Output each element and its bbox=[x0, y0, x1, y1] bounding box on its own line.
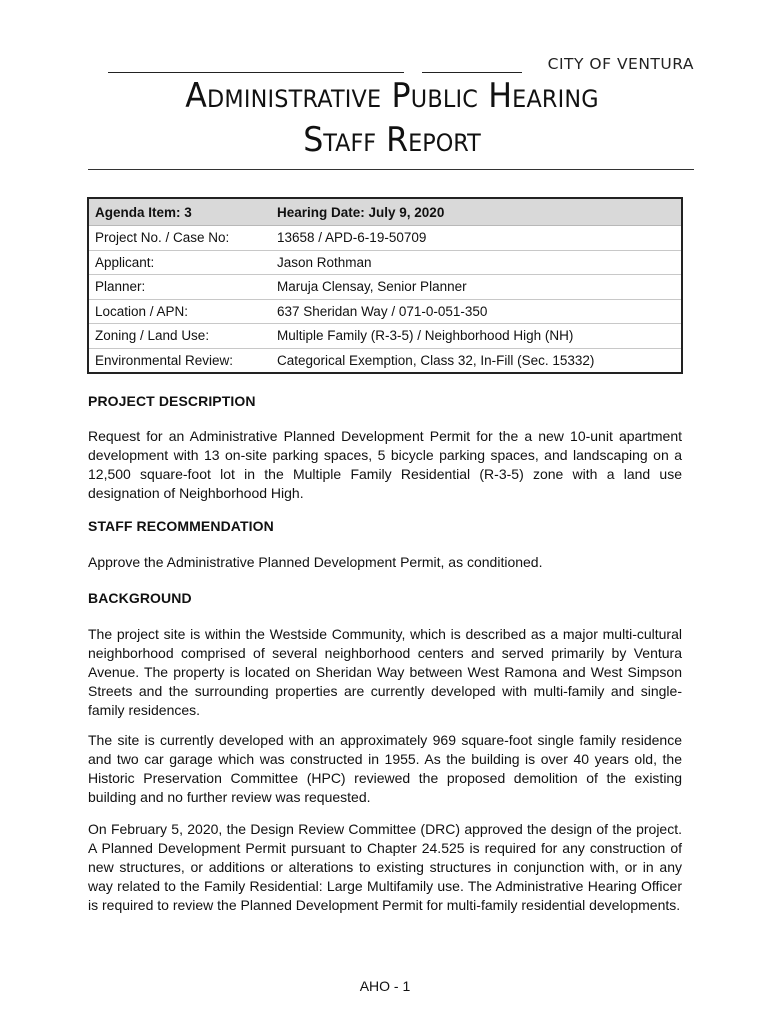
table-row bbox=[88, 348, 682, 373]
table-row bbox=[88, 299, 682, 324]
case-info-table bbox=[87, 197, 683, 374]
row-label: Planner: bbox=[88, 275, 271, 300]
row-value: Categorical Exemption, Class 32, In-Fill (Sec. 15332) bbox=[277, 352, 595, 368]
row-label: Zoning / Land Use: bbox=[88, 324, 271, 349]
report-title-line-1: Administrative Public Hearing bbox=[185, 76, 599, 116]
header-divider bbox=[88, 169, 694, 170]
table-row bbox=[88, 226, 682, 251]
background-heading: BACKGROUND bbox=[88, 590, 192, 606]
report-title-line-2: Staff Report bbox=[303, 120, 481, 160]
background-paragraph-2: The site is currently developed with an approximately 969 square-foot single family residence and two car garage which was constructed in 1955. As the building is over 40 years old, the Historic Preservation Committee (HPC) reviewed the proposed demolition of the existing building and no further review was requested. bbox=[88, 732, 682, 805]
city-header bbox=[90, 55, 694, 75]
row-value: 637 Sheridan Way / 071-0-051-350 bbox=[271, 299, 682, 324]
header-decorative-line bbox=[422, 72, 522, 73]
staff-recommendation-heading: STAFF RECOMMENDATION bbox=[88, 518, 274, 534]
row-value: Multiple Family (R-3-5) / Neighborhood High (NH) bbox=[271, 324, 682, 349]
table-row bbox=[88, 324, 682, 349]
background-paragraph-3: On February 5, 2020, the Design Review Committee (DRC) approved the design of the project. A Planned Development Permit pursuant to Chapter 24.525 is required for any construction of new structures, or additions or alterations to existing structures in conjunction with, or in any way related to the Family Residential: Large Multifamily use. The Administrative Hearing Officer is required to review the Planned Development Permit for multi-family residential developments. bbox=[88, 821, 682, 913]
row-label: Location / APN: bbox=[88, 299, 271, 324]
case-info-header-row bbox=[88, 198, 682, 226]
row-label: Applicant: bbox=[88, 250, 271, 275]
project-description-heading: PROJECT DESCRIPTION bbox=[88, 393, 256, 409]
row-label: Project No. / Case No: bbox=[88, 226, 271, 251]
row-value: 13658 / APD-6-19-50709 bbox=[271, 226, 682, 251]
staff-recommendation-text: Approve the Administrative Planned Development Permit, as conditioned. bbox=[88, 554, 543, 570]
agenda-item: Agenda Item: 3 bbox=[88, 198, 271, 226]
header-decorative-line bbox=[108, 72, 404, 73]
background-paragraph-1: The project site is within the Westside Community, which is described as a major multi-cultural neighborhood comprised of several neighborhood centers and served primarily by Ventura Avenue. The property is located on Sheridan Way between West Ramona and West Simpson Streets and the surrounding properties are currently developed with multi-family and single-family residences. bbox=[88, 626, 682, 718]
table-row bbox=[88, 275, 682, 300]
row-value: Jason Rothman bbox=[271, 250, 682, 275]
table-row bbox=[88, 250, 682, 275]
project-description-text: Request for an Administrative Planned Development Permit for the a new 10-unit apartment development with 13 on-site parking spaces, 5 bicycle parking spaces, and landscaping on a 12,500 square-foot lot in the Multiple Family Residential (R-3-5) zone with a land use designation of Neighborhood High. bbox=[88, 428, 682, 501]
hearing-date: Hearing Date: July 9, 2020 bbox=[271, 198, 682, 226]
city-name: CITY OF VENTURA bbox=[547, 55, 694, 73]
row-value: Maruja Clensay, Senior Planner bbox=[271, 275, 682, 300]
row-label: Environmental Review: bbox=[95, 352, 234, 368]
page-number: AHO - 1 bbox=[359, 978, 411, 994]
